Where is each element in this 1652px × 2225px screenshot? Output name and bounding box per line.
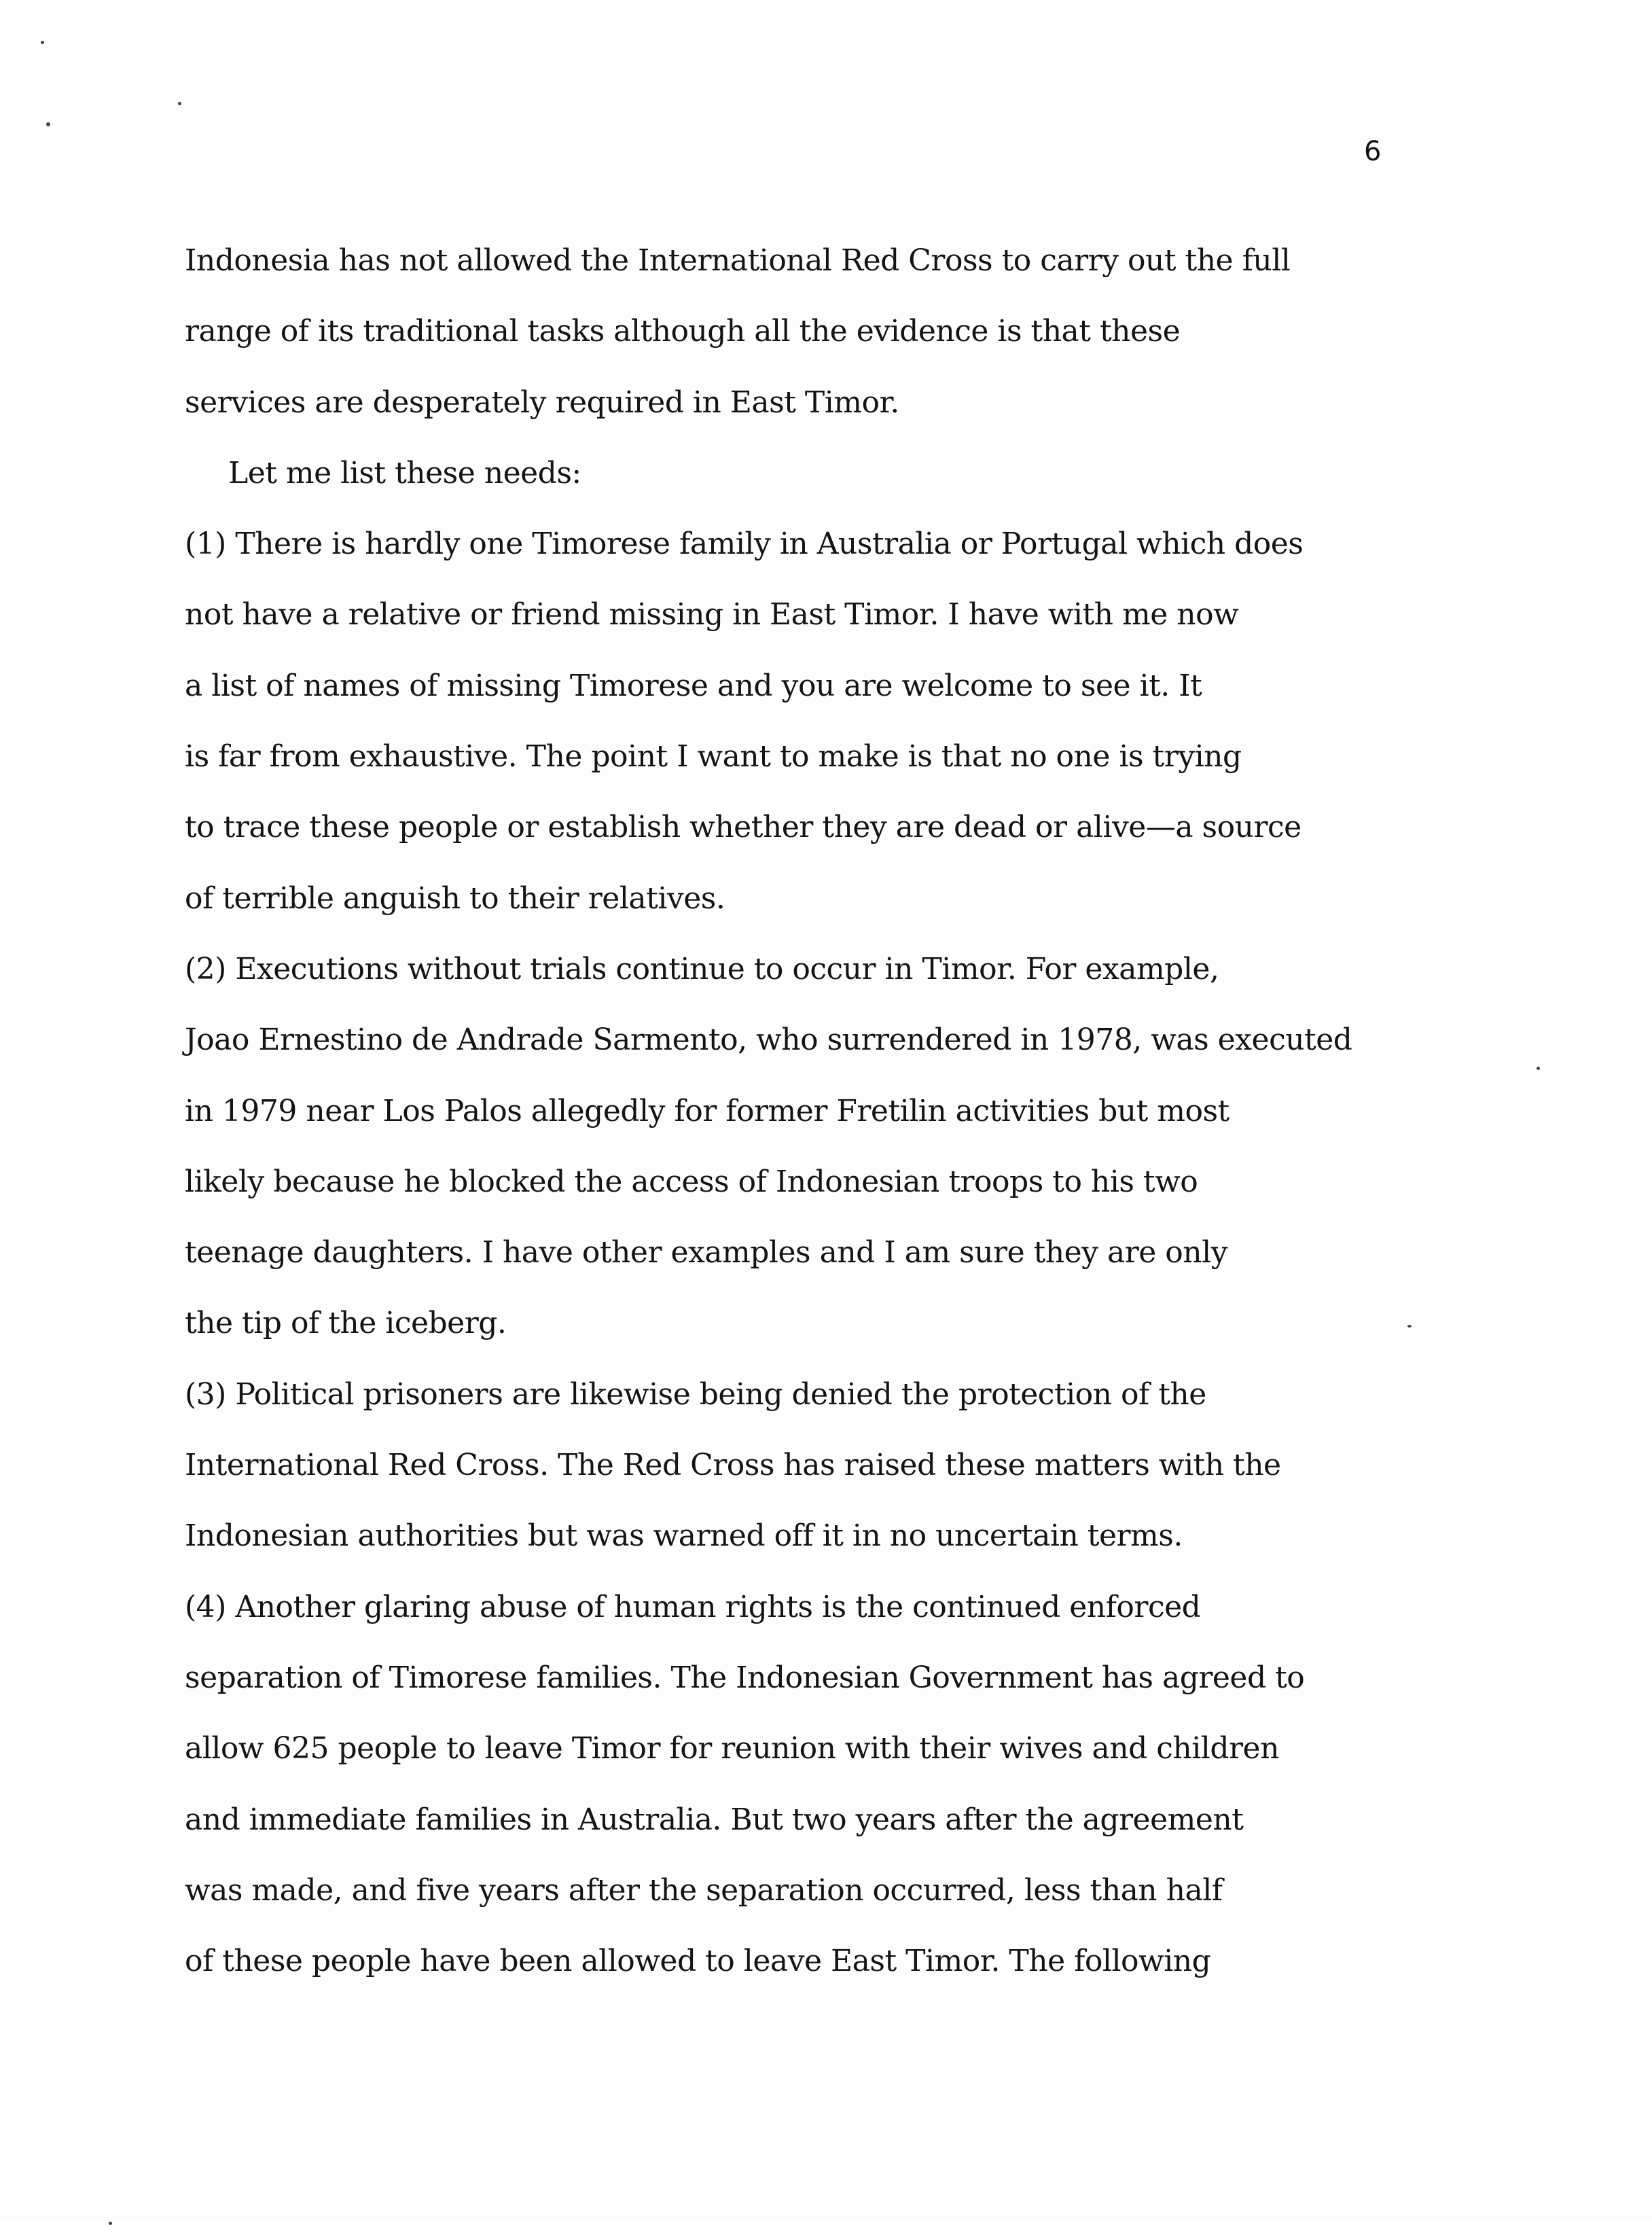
text-line: of terrible anguish to their relatives. [185, 880, 725, 916]
text-line: not have a relative or friend missing in East Timor. I have with me now [185, 597, 1239, 633]
page-number: 6 [1364, 136, 1382, 167]
scan-speck [109, 2222, 112, 2225]
text-line: in 1979 near Los Palos allegedly for former Fretilin activities but most [185, 1093, 1229, 1128]
text-line: and immediate families in Australia. But two years after the agreement [185, 1802, 1244, 1837]
text-line: services are desperately required in East Timor. [185, 385, 899, 420]
text-line: range of its traditional tasks although all the evidence is that these [185, 314, 1181, 349]
text-line: the tip of the iceberg. [185, 1306, 507, 1341]
body-text [185, 226, 1543, 1997]
text-line: to trace these people or establish whether they are dead or alive—a source [185, 810, 1301, 845]
scan-speck [46, 122, 50, 126]
text-line: was made, and five years after the separation occurred, less than half [185, 1872, 1223, 1908]
text-line: International Red Cross. The Red Cross has raised these matters with the [185, 1448, 1281, 1483]
text-line: (4) Another glaring abuse of human rights is the continued enforced [185, 1589, 1201, 1624]
text-line: of these people have been allowed to leave East Timor. The following [185, 1944, 1211, 1979]
text-line: Indonesia has not allowed the International Red Cross to carry out the full [185, 243, 1291, 278]
text-line: Indonesian authorities but was warned off it in no uncertain terms. [185, 1518, 1183, 1554]
text-line: allow 625 people to leave Timor for reunion with their wives and children [185, 1731, 1279, 1766]
text-line: (3) Political prisoners are likewise being denied the protection of the [185, 1376, 1206, 1412]
text-line: Joao Ernestino de Andrade Sarmento, who surrendered in 1978, was executed [185, 1022, 1352, 1058]
text-line: (2) Executions without trials continue to occur in Timor. For example, [185, 951, 1219, 986]
text-line: is far from exhaustive. The point I want to make is that no one is trying [185, 739, 1242, 775]
scan-speck [41, 41, 44, 44]
text-line: Let me list these needs: [228, 455, 581, 491]
text-line: teenage daughters. I have other examples and I am sure they are only [185, 1235, 1228, 1270]
text-line: separation of Timorese families. The Indonesian Government has agreed to [185, 1660, 1305, 1695]
text-line: likely because he blocked the access of Indonesian troops to his two [185, 1164, 1198, 1199]
text-line: (1) There is hardly one Timorese family in Australia or Portugal which does [185, 527, 1304, 562]
text-line: a list of names of missing Timorese and you are welcome to see it. It [185, 668, 1202, 703]
scan-speck [178, 102, 181, 105]
